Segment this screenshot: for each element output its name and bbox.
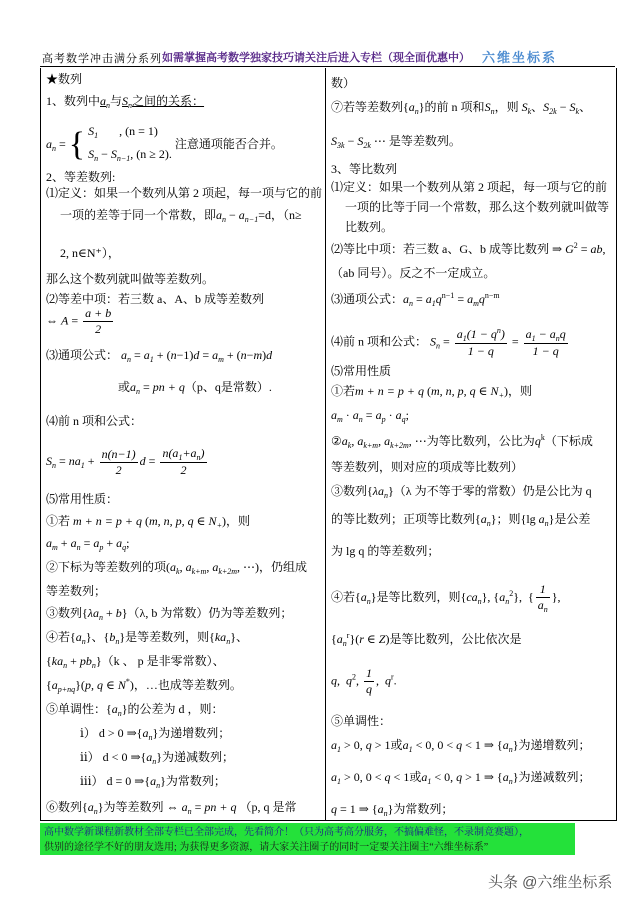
s2-def-4: 那么这个数列就叫做等差数列。 [46, 272, 215, 286]
s1-heading: 1、数列中$a_n$与$S_n$之间的关系： [46, 94, 205, 110]
s1-case1: (n = 1) [125, 124, 158, 138]
banner-line-1: 高中数学新课程新教材全部专栏已全部完成，先看简介！（只为高考高分服务，不搞偏难怪，不录制竞赛题）， [44, 827, 529, 838]
s2-m3: ⅲ） d = 0 ⇒ [80, 774, 145, 788]
s1-label: 1、数列中 [46, 94, 101, 108]
promo-banner[interactable] [40, 823, 575, 855]
s3-prop-3c: 的等比数列；正项等比数列$\{a_n\}$；则{lg $a_n$}是公差 [331, 512, 591, 528]
s2-prop-3: ③数列$\{\lambda a_n + b\}(\lambda$, b 为常数）仍为等差数列； [46, 606, 293, 622]
s2-prop-4: ④若$\{a_n\}$、$\{b_n\}$是等差数列，则$\{ka_n\}$、 [46, 630, 248, 646]
s2-sum-label: ⑷前 n 项和公式： [46, 414, 143, 428]
s3-m2: 为递减数列； [518, 770, 591, 784]
s2-m3b: 为常数列； [165, 774, 226, 788]
s3-p1b: ，则 [507, 384, 532, 398]
s2-mono-3: ⅲ） d = 0 $\Rightarrow\{a_n\}$为常数列； [80, 774, 226, 790]
s3-m3: 为常数列； [393, 802, 454, 816]
page-header [0, 0, 640, 70]
s2-def-3: 2, n∈N⁺）， [60, 246, 120, 260]
s1-formula: $a_n$ = { $S_1$ , (n = 1) $S_n - S_{n-1}$, (n ≥ 2). 注意通项能否合并。 [46, 124, 283, 163]
s3-p3d: ；则 [496, 512, 521, 526]
s2-mono-2: ⅱ） d < 0 $\Rightarrow\{a_n\}$为递减数列； [80, 750, 235, 766]
header-divider [40, 66, 615, 67]
s2-prop-4c: $\{ka_n + pb_n\}(k$ 、 p 是非零常数）、 [46, 654, 225, 670]
s3-heading: 3、等比数列 [331, 162, 398, 176]
s2-p5b: 的公差为 d ，则： [127, 702, 224, 716]
s3-p2: ② [331, 434, 342, 448]
s3-p2c: （下标成 [544, 434, 593, 448]
s3-mono-1: $a_1 > 0$, q > 1或$a_1 < 0$, 0 < q < 1 ⇒ $\{a_n\}$为递增数列； [331, 738, 591, 754]
s2-p6: ⑥数列 [46, 800, 83, 814]
s1-case2: (n ≥ 2). [136, 147, 172, 161]
s3-middle-note: （ab 同号）。反之不一定成立。 [331, 266, 496, 280]
s7b: 的前 n 项和 [424, 100, 485, 114]
watermark: 头条 @六维坐标系 [488, 874, 613, 891]
s2-p4d: ，…也成等差数列。 [133, 678, 242, 692]
column-notice[interactable]: 如需掌握高考数学独家技巧请关注后进入专栏（现全面优惠中） [162, 52, 470, 64]
s2-p4b: 是等差数列，则 [125, 630, 210, 644]
s2-gen2b: （p、q是常数）. [184, 380, 272, 394]
s3-p1: ①若 [331, 384, 356, 398]
s3-p4: ④若 [331, 589, 356, 604]
s3-prop-3: ③数列$\{\lambda a_n\}(\lambda$ 为不等于零的常数）仍是公比为 q [331, 484, 592, 500]
s3-general-term: ⑶通项公式：$a_n = a_1q^{n-1} = a_mq^{n-m}$ [331, 291, 500, 308]
s2-p4: ④若 [46, 630, 71, 644]
s3-p3c-text: 的等比数列；正项等比数列 [331, 512, 476, 526]
s2-general-alt: 或$a_n$ = pn + q（p、q是常数）. [118, 380, 272, 396]
s2-middle-formula: ⇔ A = $\frac{a + b}{2}$ [46, 306, 112, 336]
s1-rel: 之间的关系： [132, 94, 205, 108]
s2-m2b: 为递减数列； [162, 750, 235, 764]
s2-p5: ⑤单调性： [46, 702, 107, 716]
s2-general-term: ⑶通项公式： $a_n = a_1 + (n-1)d = a_m + (n-m)d$ [46, 348, 273, 364]
s7a: ⑦若等差数列 [331, 100, 404, 114]
brand-logo: 六维坐标系 [482, 50, 558, 65]
s2-def-2: 一项的差等于同一个常数，即$a_n - a_{n-1}=d$，（n≥ [60, 208, 302, 224]
s2-prop-5: ⑤单调性：$\{a_n\}$的公差为 d ，则： [46, 702, 224, 718]
s3-prop-1b: $a_m \cdot a_n = a_p \cdot a_q$; [331, 408, 409, 424]
series-title: 高考数学冲击满分系列 [42, 53, 162, 65]
s2-mono-1: ⅰ） d > 0 $\Rightarrow\{a_n\}$为递增数列； [80, 726, 231, 742]
cont-text: 数） [331, 76, 356, 90]
s2-gen-label: ⑶通项公式： [46, 348, 119, 362]
s3-gen: ⑶通项公式： [331, 292, 404, 306]
s3-prop-3f: 为 lg q 的等差数列； [331, 544, 440, 558]
s2-middle-term: ⑵等差中项：若三数 a、A、b 成等差数列 [46, 292, 264, 306]
s3-mono-3: q = 1 ⇒ $\{a_n\}$为常数列； [331, 802, 454, 818]
s2-p6c: （p, q 是常 [239, 800, 297, 814]
s7c: ，则 [494, 100, 519, 114]
s3-mono-2: $a_1 > 0$, 0 < q < 1或$a_1 < 0$, q > 1 ⇒ $\{a_n\}$为递减数列； [331, 770, 591, 786]
s2-prop-2c: 等差数列； [46, 584, 107, 598]
s2-prop-7: ⑦若等差数列$\{a_n\}$的前 n 项和$S_n$，则 $S_k$、$S_{2k} - S_k$、 [331, 100, 592, 116]
s3-p2b: 为等比数列，公比为 [426, 434, 535, 448]
s3-sum: ⑷前 n 项和公式： $S_n$ = $\frac{a_1(1 - q^n)}{1 - q}$ = $\frac{a_1 - a_nq}{1 - q}$ [331, 326, 566, 358]
s3-p4c: 是等比数列，公比依次是 [389, 632, 522, 646]
s2-m1: ⅰ） d > 0 ⇒ [80, 726, 137, 740]
s3-def-3: 比数列。 [345, 220, 394, 234]
s3-prop-2d: 等差数列，则对应的项成等比数列） [331, 460, 524, 474]
s1-note: 注意通项能否合并。 [174, 136, 283, 151]
s3-def-2: 一项的比等于同一个常数，那么这个数列就叫做等 [345, 200, 610, 214]
s3-prop-4d: q, $q^2$, $\frac{1}{q}$ , $q^r$. [331, 666, 397, 696]
s1-and: 与 [110, 94, 123, 108]
s2-p4c: （k 、 p 是非零常数）、 [101, 654, 225, 668]
s2-properties: ⑸常用性质： [46, 492, 119, 506]
s2-p3: ③数列 [46, 606, 83, 620]
s1-sn: S [122, 94, 129, 108]
s2-m2: ⅱ） d < 0 ⇒ [80, 750, 141, 764]
s2-heading: 2、等差数列: [46, 170, 116, 184]
s3-prop-4c: $\{a_n^r\}(r$ ∈ Z)是等比数列，公比依次是 [331, 631, 522, 648]
s2-prop-1b: $a_m + a_n = a_p + a_q$; [46, 536, 130, 552]
s3-mid: ⑵等比中项：若三数 a、G、b 成等比数列 ⇒ [331, 242, 563, 256]
s2-p3b: （λ, b 为常数）仍为等差数列； [127, 606, 293, 620]
s2-m1b: 为递增数列； [158, 726, 231, 740]
s2-p6b: 为等差数列 ⇔ [103, 800, 179, 814]
s3-prop-2: $②a_k$, $a_{k+m}$, $a_{k+2m}$, ⋯为等比数列，公比为$q^k$（下标成 [331, 433, 593, 450]
s2-prop-1: ①若 m + n = p + q (m, n, p, q ∈ $N_+$)，则 [46, 514, 250, 530]
s7d: 是等差数列。 [388, 134, 461, 148]
s3-properties: ⑸常用性质 [331, 364, 392, 378]
s2-p2: ②下标为等差数列的项 [46, 560, 167, 574]
s2-prop-7b: $S_{3k} - S_{2k}$ ⋯ 是等差数列。 [331, 134, 461, 150]
s3-middle-term: ⑵等比中项：若三数 a、G、b 成等比数列 ⇒ $G^2$ = ab, [331, 241, 606, 256]
s2-p2b: ，仍组成 [259, 560, 308, 574]
s2-prop-4d: $\{a_{p+nq}\}(p$, q ∈ N*)，…也成等差数列。 [46, 677, 242, 694]
s2-def-2a: 一项的差等于同一个常数，即 [60, 208, 217, 222]
section-title: ★数列 [46, 72, 83, 86]
s3-p4b: 是等比数列，则 [376, 589, 461, 604]
banner-line-2: 供别的途径学不好的朋友选用; 为获得更多资源，请大家关注圈子的同时一定要关注圈主“六维坐标系” [44, 842, 489, 853]
s3-prop-5: ⑤单调性： [331, 714, 392, 728]
s3-def-1: ⑴定义：如果一个数列从第 2 项起，每一项与它的前 [331, 180, 608, 194]
s3-p3e: 是公差 [554, 512, 591, 526]
s2-p1b: ，则 [225, 514, 250, 528]
s1-an: a [100, 94, 107, 108]
s2-def-1: ⑴定义：如果一个数列从第 2 项起，每一项与它的前 [46, 186, 323, 200]
s2-prop-6: ⑥数列$\{a_n\}$为等差数列 ⇔ $a_n$ = pn + q （p, q 是常 [46, 800, 297, 816]
s3-p3b: （λ 为不等于零的常数）仍是公比为 q [393, 484, 592, 498]
s2-prop-2: ②下标为等差数列的项($a_k$, $a_{k+m}$, $a_{k+2m}$, ⋯)，仍组成 [46, 560, 308, 576]
s2-p1: ①若 [46, 514, 71, 528]
s2-def-2b: =d，（n≥ [258, 208, 302, 222]
s3-prop-4: ④若$\{a_n\}$是等比数列，则$\{ca_n\}$, $\{a_n^2\}$, { $\frac{1}{a_n}$ }, [331, 582, 561, 614]
s2-gen2: 或 [118, 380, 131, 394]
s3-prop-1: ①若m + n = p + q (m, n, p, q ∈ $N_+$)，则 [331, 384, 532, 400]
s2-sum-formula: $S_n = na_1$ + $\frac{n(n-1)}{2}$ d = $\frac{n(a_1+a_n)}{2}$ [46, 446, 205, 477]
s3-p3: ③数列 [331, 484, 368, 498]
s3-m1: 为递增数列； [518, 738, 591, 752]
s3-sum-label: ⑷前 n 项和公式： [331, 334, 428, 349]
column-divider [325, 68, 326, 820]
